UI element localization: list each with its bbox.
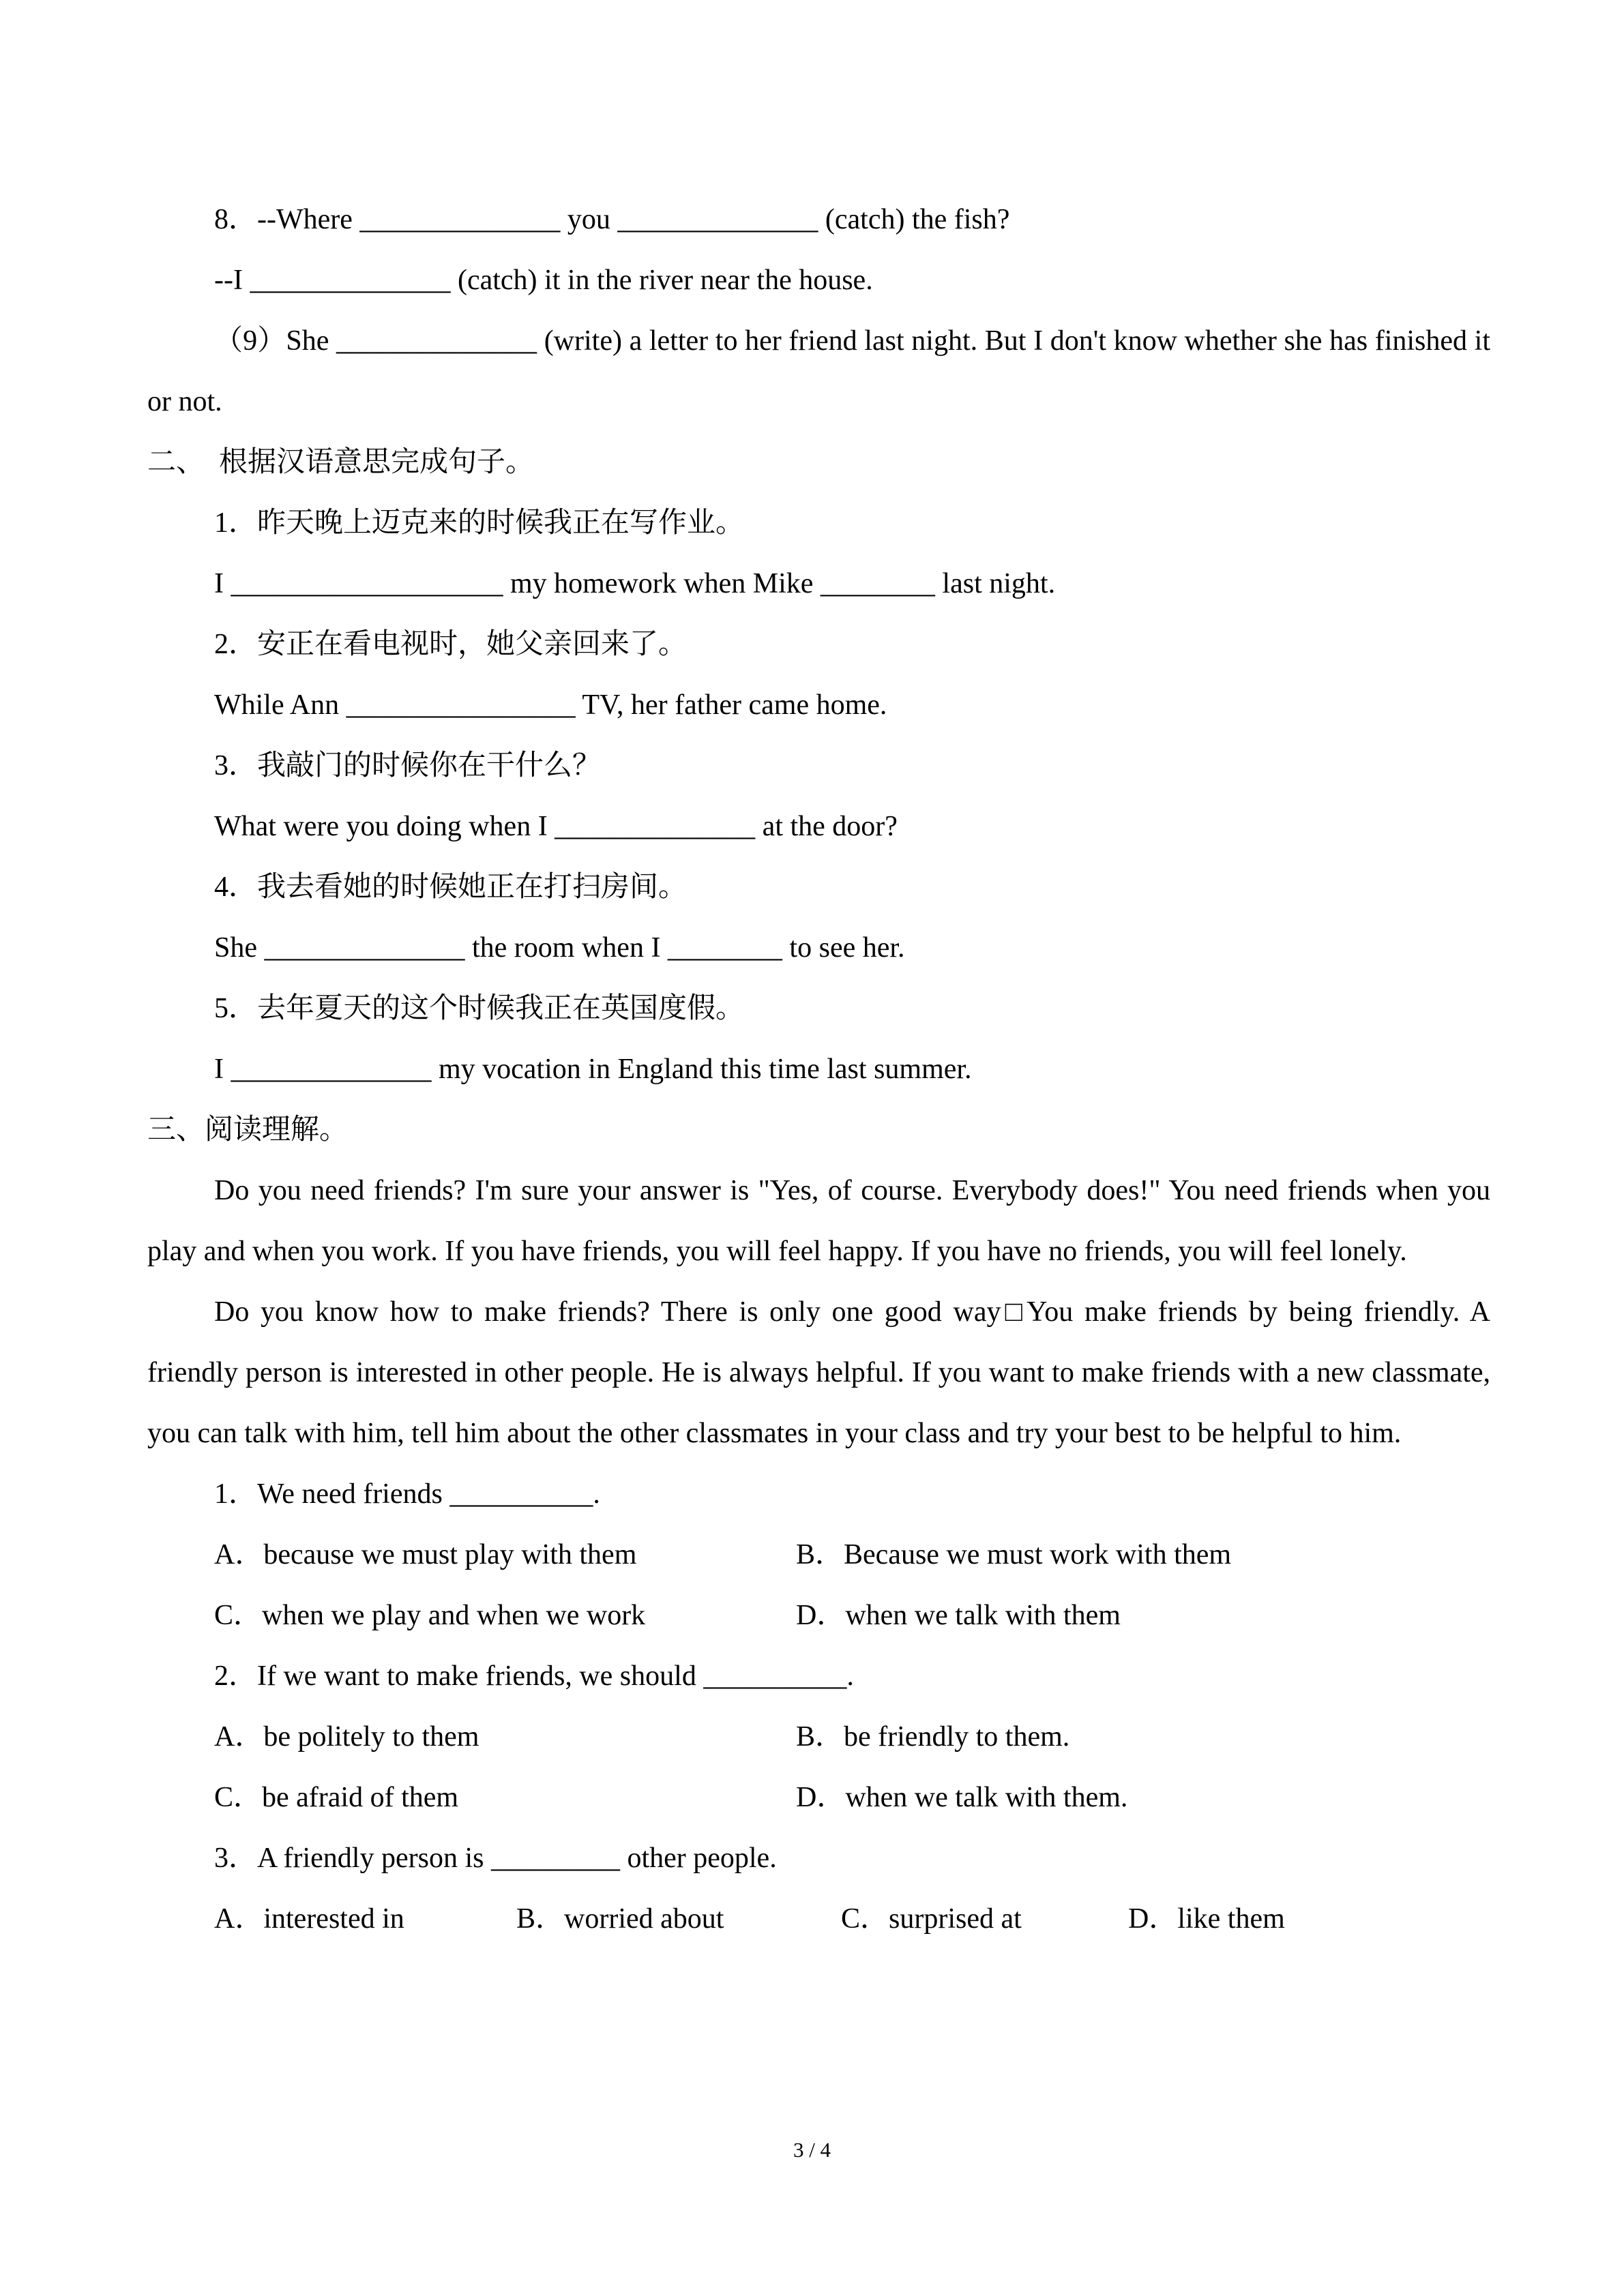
question-2-option-a: A．be politely to them <box>214 1721 479 1753</box>
passage-paragraph-1: Do you need friends? I'm sure your answer is "Yes, of course. Everybody does!" You need friends when you play and when you work. If you have friends, you will feel happy. If you have no friends, you will feel lonely. <box>147 1175 1490 1267</box>
cn-prompt-4: 4．我去看她的时候她正在打扫房间。 <box>214 871 688 903</box>
question-1-option-a: A．because we must play with them <box>214 1539 637 1570</box>
exercise-item-8-question: 8．--Where ______________ you ______________ (catch) the fish? <box>214 204 1010 235</box>
cn-prompt-1: 1．昨天晚上迈克来的时候我正在写作业。 <box>214 507 745 539</box>
question-3-option-d: D．like them <box>1128 1903 1285 1935</box>
fill-in-answer-3: What were you doing when I ______________ at the door? <box>214 811 898 842</box>
question-2-option-c: C．be afraid of them <box>214 1782 459 1813</box>
reading-question-2-stem: 2．If we want to make friends, we should __________. <box>214 1660 854 1692</box>
fill-in-answer-2: While Ann ________________ TV, her father came home. <box>214 689 887 721</box>
passage-paragraph-2: Do you know how to make friends? There is only one good way□You make friends by being friendly. A friendly person is interested in other people. He is always helpful. If you want to make friends with a new classmate, you can talk with him, tell him about the other classmates in your class and try your best to be helpful to him. <box>147 1296 1490 1449</box>
exercise-item-9: （9）She ______________ (write) a letter to her friend last night. But I don't know whether she has finished it or not. <box>147 325 1490 417</box>
reading-question-3-stem: 3．A friendly person is _________ other people. <box>214 1843 777 1874</box>
question-1-option-b: B．Because we must work with them <box>796 1539 1232 1570</box>
section-2-heading: 二、 根据汉语意思完成句子。 <box>147 447 535 478</box>
question-3-option-c: C．surprised at <box>841 1903 1022 1935</box>
fill-in-answer-5: I ______________ my vocation in England this time last summer. <box>214 1054 972 1085</box>
question-2-options-row-ab <box>147 1707 1490 1768</box>
question-3-option-a: A．interested in <box>214 1903 404 1935</box>
question-3-options-row <box>147 1889 1490 1950</box>
cn-prompt-2: 2．安正在看电视时，她父亲回来了。 <box>214 629 688 660</box>
question-1-options-row-ab <box>147 1525 1490 1585</box>
section-3-heading: 三、阅读理解。 <box>147 1114 349 1146</box>
exercise-item-8-answer: --I ______________ (catch) it in the river near the house. <box>214 265 873 296</box>
question-1-option-d: D．when we talk with them <box>796 1600 1121 1631</box>
cn-prompt-3: 3．我敲门的时候你在干什么？ <box>214 750 602 781</box>
question-2-option-d: D．when we talk with them. <box>796 1782 1128 1813</box>
fill-in-answer-4: She ______________ the room when I ________ to see her. <box>214 932 905 964</box>
question-2-option-b: B．be friendly to them. <box>796 1721 1070 1753</box>
fill-in-answer-1: I ___________________ my homework when Mike ________ last night. <box>214 568 1056 599</box>
reading-question-1-stem: 1．We need friends __________. <box>214 1478 600 1510</box>
cn-prompt-5: 5．去年夏天的这个时候我正在英国度假。 <box>214 993 745 1024</box>
question-1-options-row-cd <box>147 1585 1490 1646</box>
question-3-option-b: B．worried about <box>516 1903 724 1935</box>
page-footer: 3 / 4 <box>793 2138 831 2162</box>
question-2-options-row-cd <box>147 1768 1490 1828</box>
question-1-option-c: C．when we play and when we work <box>214 1600 646 1631</box>
document-content <box>147 190 1490 1950</box>
